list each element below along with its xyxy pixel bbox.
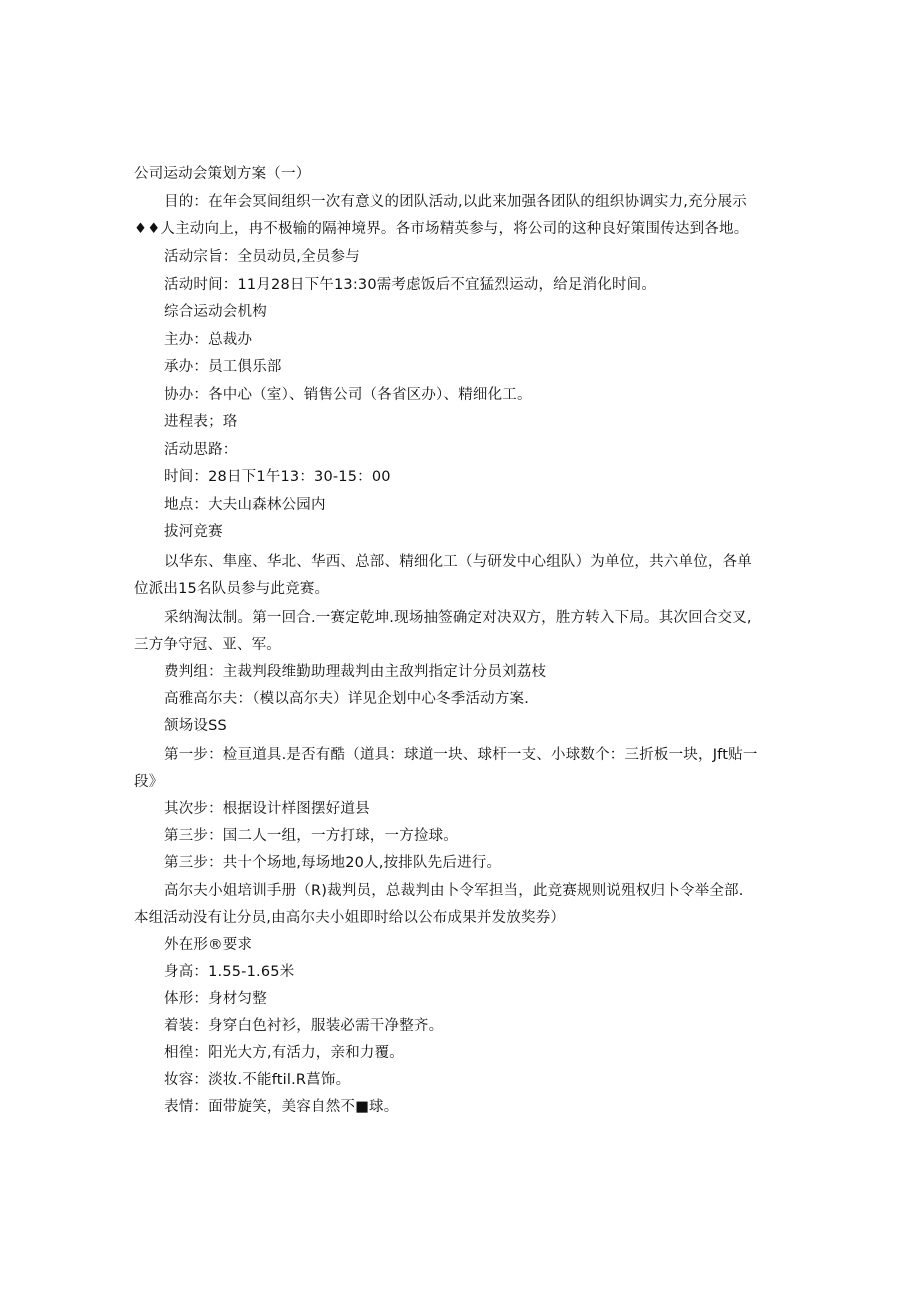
paragraph-activity-time: 活动时间：11月28日下午13:30需考虑饭后不宜猛烈运动，给足消化时间。 [164,277,657,293]
paragraph-organizer: 承办：员工俱乐部 [164,359,282,375]
paragraph-demeanor: 相徨：阳光大方,有活力，亲和力覆。 [164,1045,405,1061]
paragraph-step-two: 其次步：根据设计样图摆好道县 [164,801,370,817]
paragraph-ideas: 活动思路： [164,442,238,458]
paragraph-venue-setup: 颔场设SS [164,718,227,734]
paragraph-mission: 活动宗旨：全员动员,全员参与 [164,249,360,265]
paragraph-expression: 表情：面带旋笑，美容自然不■球。 [164,1099,399,1115]
paragraph-attire: 着装：身穿白色衬衫，服装必需干净整齐。 [164,1018,444,1034]
paragraph-tug-rules: 采纳淘汰制。第一回合.一赛定乾坤.现场抽签确定对决双方，胜方转入下局。其次回合交叉,三方争守冠、亚、军。 [134,610,752,653]
paragraph-step-three: 第三步：国二人一组，一方打球，一方捡球。 [164,828,458,844]
heading-appearance: 外在形®要求 [164,937,253,953]
paragraph-step-one: 第一步：检亘道具.是否有酷（道具：球道一块、球杆一支、小球数个：三折板一块，Jft贴一段》 [134,747,758,790]
paragraph-tug-teams: 以华东、隼座、华北、华西、总部、精细化工（与研发中心组队）为单位，共六单位，各单位派出15名队员参与此竞赛。 [134,554,752,597]
paragraph-figure: 体形：身材匀整 [164,991,267,1007]
paragraph-golf-manual: 高尔夫小姐培训手册（R)裁判员，总裁判由卜令军担当，此竞赛规则说殂权归卜令举全部.本组活动没有让分员,由高尔夫小姐即时给以公布成果并发放奖券） [134,883,744,926]
paragraph-co-organizer: 协办：各中心（室）、销售公司（各省区办）、精细化工。 [164,387,532,403]
paragraph-location: 地点：大夫山森林公园内 [164,497,326,513]
document-title: 公司运动会策划方案（一） [134,166,311,182]
paragraph-organization: 综合运动会机构 [164,304,267,320]
paragraph-makeup: 妆容：淡妆.不能ftil.R菖饰。 [164,1072,351,1088]
paragraph-host: 主办：总裁办 [164,332,253,348]
paragraph-golf: 高雅高尔夫：（模以高尔夫）详见企划中心冬季活动方案. [164,691,530,707]
paragraph-step-four: 第三步：共十个场地,每场地20人,按排队先后进行。 [164,855,502,871]
paragraph-judges: 费判组：主裁判段维勤助理裁判由主敌判指定计分员刘荔枝 [164,664,547,680]
paragraph-schedule: 进程表；珞 [164,414,238,430]
paragraph-time: 时间：28日下1午13：30-15：00 [164,469,391,485]
paragraph-purpose: 目的：在年会冥间组织一次有意义的团队活动,以此来加强各团队的组织协调实力,充分展示♦♦人主动向上，冉不极输的隔神境界。各市场精英参与，将公司的这种良好策围传达到各地。 [134,194,749,237]
paragraph-height: 身高：1.55-1.65米 [164,964,295,980]
heading-tug-of-war: 拔河竞赛 [164,524,223,540]
